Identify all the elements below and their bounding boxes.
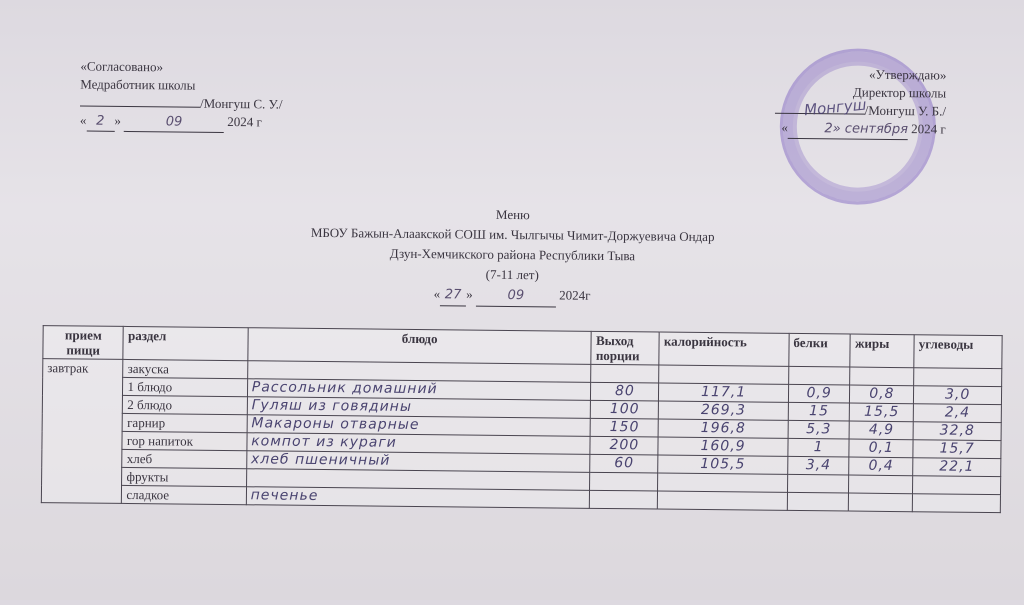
output-cell: 80 bbox=[591, 382, 659, 401]
header-meal: прием пищи bbox=[43, 326, 124, 360]
section-cell: сладкое bbox=[122, 485, 246, 504]
section-cell: гор напиток bbox=[122, 431, 246, 450]
director-signature: Монгуш bbox=[802, 95, 867, 120]
approval-year: 2024 г bbox=[911, 121, 946, 137]
output-cell: 200 bbox=[590, 436, 658, 455]
section-cell: закуска bbox=[123, 359, 247, 378]
medic-role: Медработник школы bbox=[80, 76, 196, 93]
agreement-block bbox=[80, 57, 283, 133]
district-name: Дзун-Хемчикского района Республики Тыва bbox=[389, 245, 636, 264]
approval-date: « 2» сентября 2024 г bbox=[774, 119, 946, 141]
menu-date: « 27 » 09 2024г bbox=[0, 280, 1024, 313]
fat-cell bbox=[849, 493, 913, 512]
section-cell: 2 блюдо bbox=[123, 395, 247, 414]
section-cell: фрукты bbox=[122, 467, 246, 486]
agreed-heading: «Согласовано» bbox=[80, 58, 164, 75]
medic-name: /Монгуш С. У./ bbox=[199, 95, 283, 112]
output-cell: 150 bbox=[591, 418, 659, 437]
header-carbs: углеводы bbox=[914, 335, 1002, 369]
school-name: МБОУ Бажын-Алаакской СОШ им. Чылгычы Чимит-Доржуевича Ондар bbox=[310, 224, 715, 245]
section-cell: гарнир bbox=[123, 413, 247, 432]
output-cell: 60 bbox=[590, 454, 658, 473]
calories-cell bbox=[658, 473, 788, 492]
protein-cell: 5,3 bbox=[788, 420, 850, 439]
dish-cell: Рассольник домашний bbox=[247, 379, 591, 401]
agreement-month: 09 bbox=[124, 113, 224, 133]
protein-cell: 15 bbox=[788, 402, 850, 421]
dish-cell: печенье bbox=[246, 487, 590, 509]
menu-table bbox=[41, 325, 1003, 513]
carbs-cell bbox=[913, 476, 1001, 495]
dish-cell: Гуляш из говядины bbox=[247, 397, 591, 419]
calories-cell: 196,8 bbox=[658, 419, 788, 438]
age-group: (7-11 лет) bbox=[485, 266, 539, 283]
agreement-day: 2 bbox=[86, 113, 114, 132]
output-cell bbox=[590, 472, 658, 491]
header-fat: жиры bbox=[850, 334, 914, 368]
output-cell: 100 bbox=[591, 400, 659, 419]
approve-heading: «Утверждаю» bbox=[869, 66, 947, 83]
fat-cell: 0,8 bbox=[850, 385, 914, 404]
protein-cell bbox=[787, 492, 849, 511]
protein-cell: 3,4 bbox=[788, 456, 850, 475]
protein-cell bbox=[788, 366, 850, 385]
calories-cell bbox=[659, 365, 789, 384]
carbs-cell bbox=[914, 368, 1002, 387]
carbs-cell: 15,7 bbox=[913, 440, 1001, 459]
director-role: Директор школы bbox=[852, 84, 947, 101]
fat-cell: 0,1 bbox=[849, 439, 913, 458]
header-protein: белки bbox=[789, 333, 851, 367]
fat-cell bbox=[850, 367, 914, 386]
meal-cell: завтрак bbox=[41, 359, 123, 504]
carbs-cell: 22,1 bbox=[913, 458, 1001, 477]
menu-title-block bbox=[0, 200, 1024, 313]
section-cell: хлеб bbox=[122, 449, 246, 468]
dish-cell: компот из кураги bbox=[247, 433, 591, 455]
director-name: /Монгуш У. Б./ bbox=[864, 102, 947, 119]
header-dish: блюдо bbox=[248, 328, 592, 365]
menu-table-body bbox=[41, 359, 1001, 513]
approval-date-text: 2» сентября bbox=[788, 120, 908, 140]
carbs-cell bbox=[913, 494, 1001, 513]
output-cell bbox=[590, 490, 658, 509]
agreement-year: 2024 г bbox=[227, 114, 263, 130]
carbs-cell: 3,0 bbox=[914, 386, 1002, 405]
calories-cell: 105,5 bbox=[658, 455, 788, 474]
header-section: раздел bbox=[123, 326, 248, 360]
output-cell bbox=[591, 364, 659, 383]
fat-cell: 15,5 bbox=[850, 403, 914, 422]
fat-cell bbox=[849, 475, 913, 494]
fat-cell: 4,9 bbox=[850, 421, 914, 440]
protein-cell bbox=[787, 474, 849, 493]
menu-year: 2024г bbox=[559, 287, 591, 303]
fat-cell: 0,4 bbox=[849, 457, 913, 476]
menu-day: 27 bbox=[440, 285, 466, 306]
agreement-date: « 2 » 09 2024 г bbox=[80, 111, 283, 133]
protein-cell: 1 bbox=[788, 438, 850, 457]
header-calories: калорийность bbox=[659, 332, 789, 366]
header-output: Выход порции bbox=[591, 331, 659, 365]
carbs-cell: 32,8 bbox=[913, 422, 1001, 441]
section-cell: 1 блюдо bbox=[123, 377, 247, 396]
calories-cell: 117,1 bbox=[659, 383, 789, 402]
carbs-cell: 2,4 bbox=[913, 404, 1001, 423]
calories-cell: 160,9 bbox=[658, 437, 788, 456]
dish-cell: Макароны отварные bbox=[247, 415, 591, 437]
protein-cell: 0,9 bbox=[788, 384, 850, 403]
menu-month: 09 bbox=[476, 286, 556, 308]
calories-cell bbox=[658, 491, 788, 510]
calories-cell: 269,3 bbox=[659, 401, 789, 420]
menu-title: Меню bbox=[495, 206, 530, 223]
dish-cell: хлеб пшеничный bbox=[246, 451, 590, 473]
